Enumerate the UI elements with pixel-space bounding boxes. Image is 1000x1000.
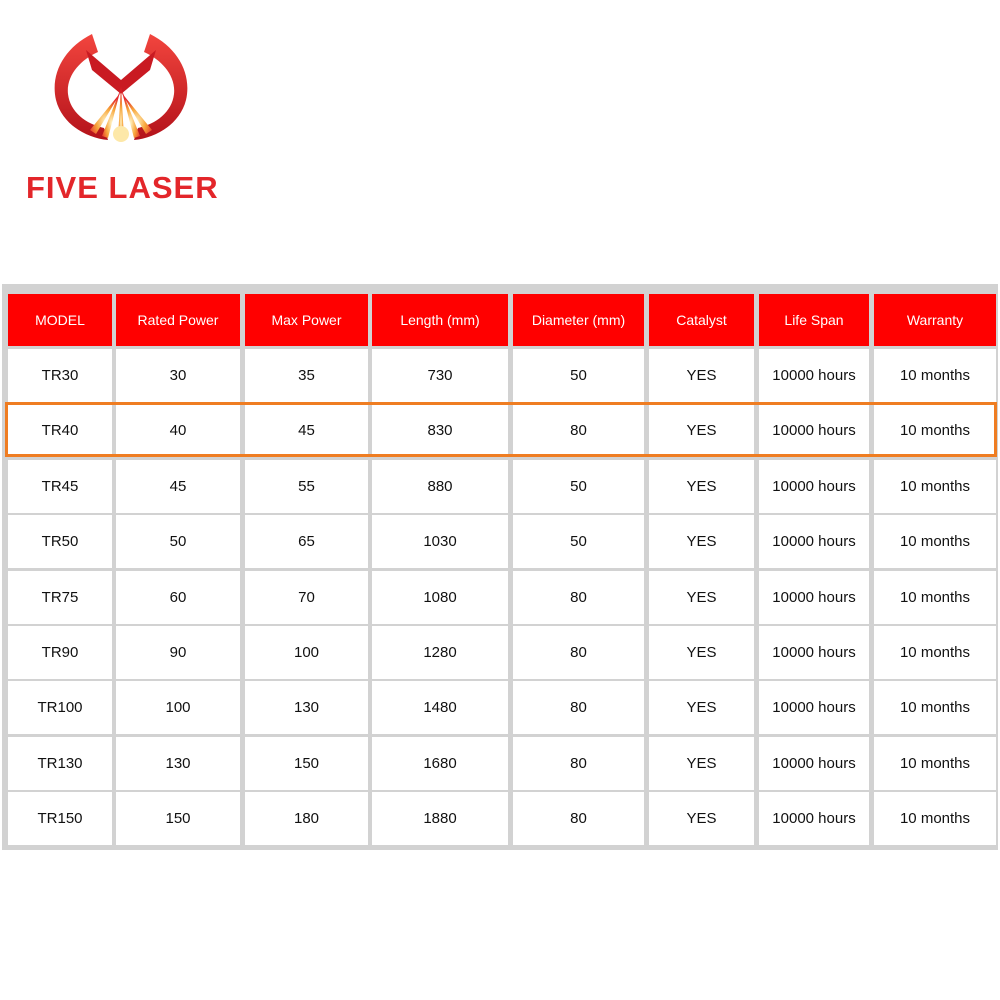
table-cell: 10 months — [874, 404, 996, 457]
table-cell: 35 — [245, 349, 368, 402]
table-cell: 10000 hours — [759, 404, 869, 457]
table-cell: 10000 hours — [759, 792, 869, 845]
table-cell: 10 months — [874, 349, 996, 402]
table-cell: 50 — [513, 460, 644, 513]
table-cell: 50 — [116, 515, 240, 568]
table-cell: 80 — [513, 792, 644, 845]
model-cell: TR150 — [8, 792, 112, 845]
model-cell: TR45 — [8, 460, 112, 513]
table-cell: 1480 — [372, 681, 508, 734]
table-cell: 100 — [116, 681, 240, 734]
table-cell: YES — [649, 404, 754, 457]
table-cell: 830 — [372, 404, 508, 457]
table-cell: YES — [649, 792, 754, 845]
table-cell: 10000 hours — [759, 460, 869, 513]
table-cell: 10 months — [874, 515, 996, 568]
table-cell: 50 — [513, 515, 644, 568]
model-cell: TR30 — [8, 349, 112, 402]
table-cell: YES — [649, 515, 754, 568]
brand-logo — [26, 28, 219, 205]
table-cell: 10 months — [874, 681, 996, 734]
brand-name: FIVE LASER — [26, 170, 219, 205]
column-header: MODEL — [8, 294, 112, 346]
model-cell: TR75 — [8, 571, 112, 624]
table-cell: 10000 hours — [759, 626, 869, 679]
table-cell: YES — [649, 349, 754, 402]
table-cell: 100 — [245, 626, 368, 679]
table-cell: YES — [649, 460, 754, 513]
table-cell: 10000 hours — [759, 349, 869, 402]
model-cell: TR40 — [8, 404, 112, 457]
table-cell: 880 — [372, 460, 508, 513]
table-cell: 10000 hours — [759, 571, 869, 624]
table-cell: YES — [649, 737, 754, 790]
table-cell: 10 months — [874, 460, 996, 513]
table-cell: 730 — [372, 349, 508, 402]
model-cell: TR90 — [8, 626, 112, 679]
column-header: Catalyst — [649, 294, 754, 346]
table-cell: YES — [649, 626, 754, 679]
table-cell: 1880 — [372, 792, 508, 845]
table-cell: 1030 — [372, 515, 508, 568]
model-cell: TR100 — [8, 681, 112, 734]
model-cell: TR130 — [8, 737, 112, 790]
table-cell: 90 — [116, 626, 240, 679]
table-cell: 130 — [116, 737, 240, 790]
table-cell: 1680 — [372, 737, 508, 790]
column-header: Warranty — [874, 294, 996, 346]
table-cell: 70 — [245, 571, 368, 624]
column-header: Life Span — [759, 294, 869, 346]
column-header: Rated Power — [116, 294, 240, 346]
table-cell: 10 months — [874, 626, 996, 679]
table-cell: 55 — [245, 460, 368, 513]
table-cell: 1080 — [372, 571, 508, 624]
table-cell: 10 months — [874, 737, 996, 790]
table-cell: YES — [649, 571, 754, 624]
table-cell: 45 — [245, 404, 368, 457]
table-cell: 80 — [513, 571, 644, 624]
spec-table — [2, 284, 998, 850]
five-laser-logo-icon — [46, 28, 196, 146]
column-header: Length (mm) — [372, 294, 508, 346]
table-cell: 65 — [245, 515, 368, 568]
table-cell: 40 — [116, 404, 240, 457]
column-header: Max Power — [245, 294, 368, 346]
table-cell: 10 months — [874, 792, 996, 845]
table-cell: 130 — [245, 681, 368, 734]
table-cell: 45 — [116, 460, 240, 513]
column-header: Diameter (mm) — [513, 294, 644, 346]
table-cell: 50 — [513, 349, 644, 402]
table-cell: 10000 hours — [759, 737, 869, 790]
table-cell: 150 — [245, 737, 368, 790]
table-cell: 180 — [245, 792, 368, 845]
table-cell: 80 — [513, 626, 644, 679]
table-cell: 10 months — [874, 571, 996, 624]
table-cell: 150 — [116, 792, 240, 845]
table-cell: 10000 hours — [759, 681, 869, 734]
table-cell: 1280 — [372, 626, 508, 679]
table-cell: 80 — [513, 404, 644, 457]
table-cell: 80 — [513, 737, 644, 790]
table-cell: 60 — [116, 571, 240, 624]
table-cell: YES — [649, 681, 754, 734]
model-cell: TR50 — [8, 515, 112, 568]
table-cell: 30 — [116, 349, 240, 402]
table-cell: 10000 hours — [759, 515, 869, 568]
table-cell: 80 — [513, 681, 644, 734]
